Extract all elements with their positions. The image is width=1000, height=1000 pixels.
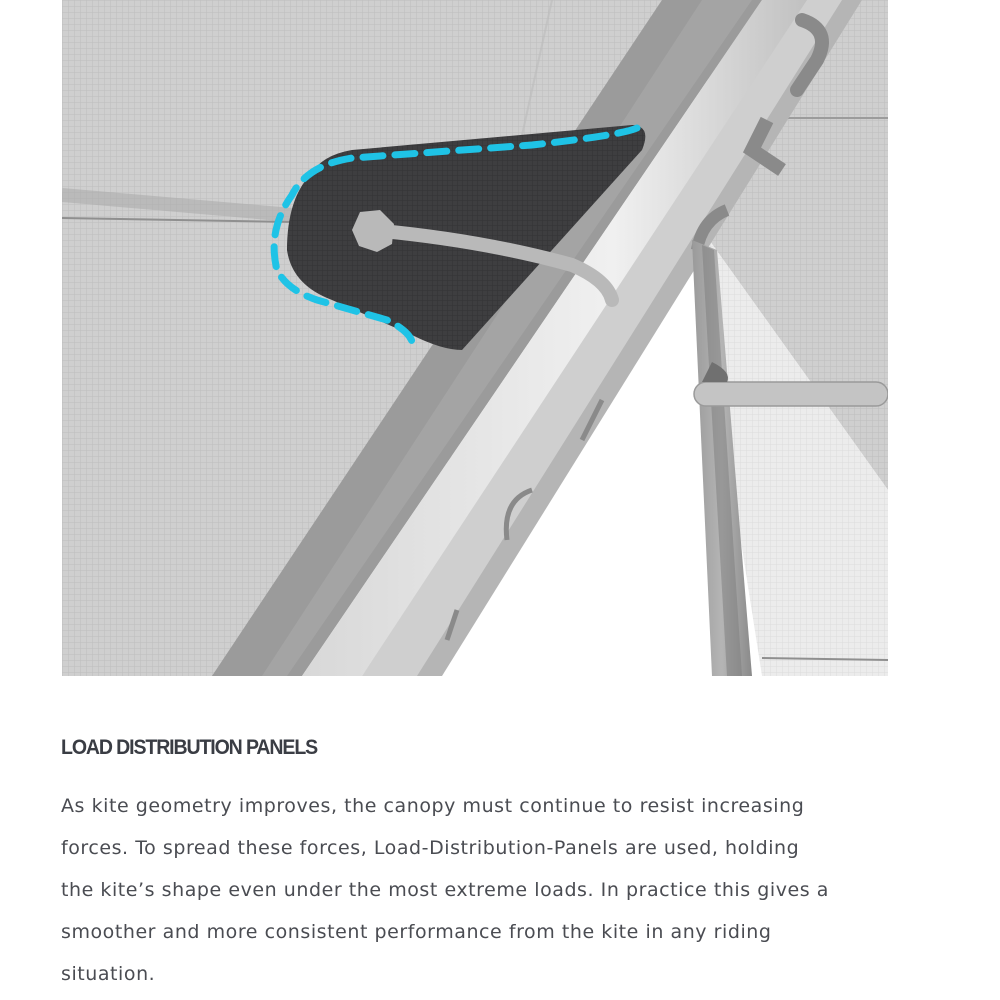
body-line: situation. — [61, 963, 156, 985]
body-line: smoother and more consistent performance from the kite in any riding — [61, 921, 772, 943]
body-line: forces. To spread these forces, Load-Distribution-Panels are used, holding — [61, 837, 800, 859]
kite-panel-illustration — [62, 0, 888, 676]
section-body — [61, 785, 921, 995]
section-title: LOAD DISTRIBUTION PANELS — [61, 736, 318, 759]
body-line: As kite geometry improves, the canopy must continue to resist increasing — [61, 795, 805, 817]
body-line: the kite’s shape even under the most extreme loads. In practice this gives a — [61, 879, 829, 901]
horizontal-batten — [694, 382, 888, 406]
kite-canopy-graphic — [62, 0, 888, 676]
